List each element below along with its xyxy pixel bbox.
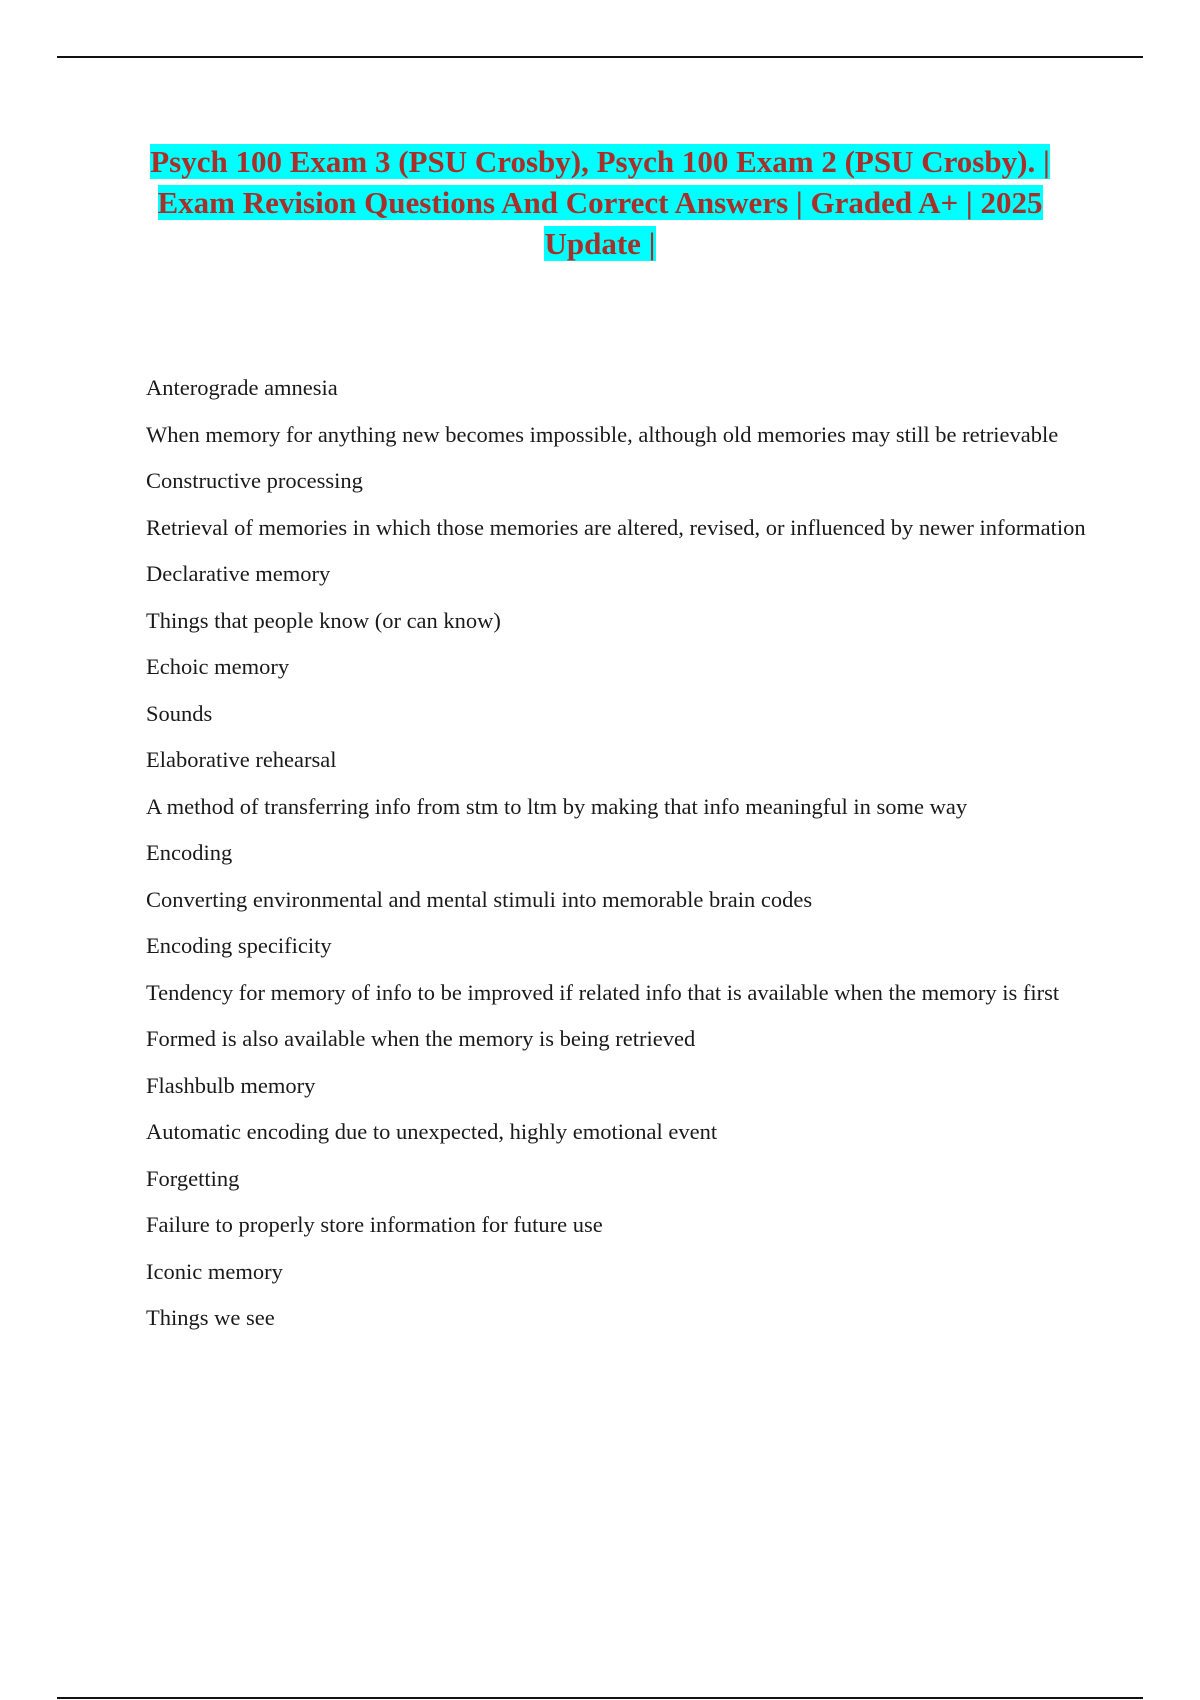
- title-line-2: Exam Revision Questions And Correct Answers | Graded A+ | 2025: [157, 185, 1043, 220]
- term: Echoic memory: [146, 654, 290, 679]
- definition: When memory for anything new becomes impossible, although old memories may still be retrievable: [146, 421, 1059, 447]
- definition: Things that people know (or can know): [146, 607, 501, 633]
- title-line-1: Psych 100 Exam 3 (PSU Crosby), Psych 100 Exam 2 (PSU Crosby). |: [150, 144, 1050, 179]
- definition: Sounds: [146, 700, 213, 726]
- flashcard-list: [146, 373, 1088, 1350]
- term: Flashbulb memory: [146, 1072, 316, 1098]
- definition: Formed is also available when the memory is being retrieved: [146, 1026, 696, 1051]
- term: Forgetting: [146, 1165, 240, 1191]
- definition: Automatic encoding due to unexpected, highly emotional event: [146, 1119, 718, 1144]
- definition: Retrieval of memories in which those memories are altered, revised, or influenced by newer information: [146, 514, 1086, 540]
- definition: A method of transferring info from stm to ltm by making that info meaningful in some way: [146, 793, 968, 819]
- title-line-3: Update |: [544, 226, 656, 261]
- definition: Failure to properly store information for future use: [146, 1212, 603, 1237]
- term: Declarative memory: [146, 561, 331, 586]
- term: Elaborative rehearsal: [146, 747, 337, 772]
- term: Iconic memory: [146, 1258, 283, 1284]
- definition: Things we see: [146, 1305, 275, 1330]
- term: Anterograde amnesia: [146, 375, 338, 400]
- term: Encoding: [146, 840, 233, 865]
- document-title: [120, 141, 1080, 264]
- term: Constructive processing: [146, 468, 363, 493]
- definition: Converting environmental and mental stimuli into memorable brain codes: [146, 886, 813, 912]
- header-rule: [57, 56, 1143, 58]
- footer-rule: [57, 1697, 1143, 1699]
- definition: Tendency for memory of info to be improved if related info that is available when the memory is first: [146, 979, 1060, 1005]
- term: Encoding specificity: [146, 933, 332, 958]
